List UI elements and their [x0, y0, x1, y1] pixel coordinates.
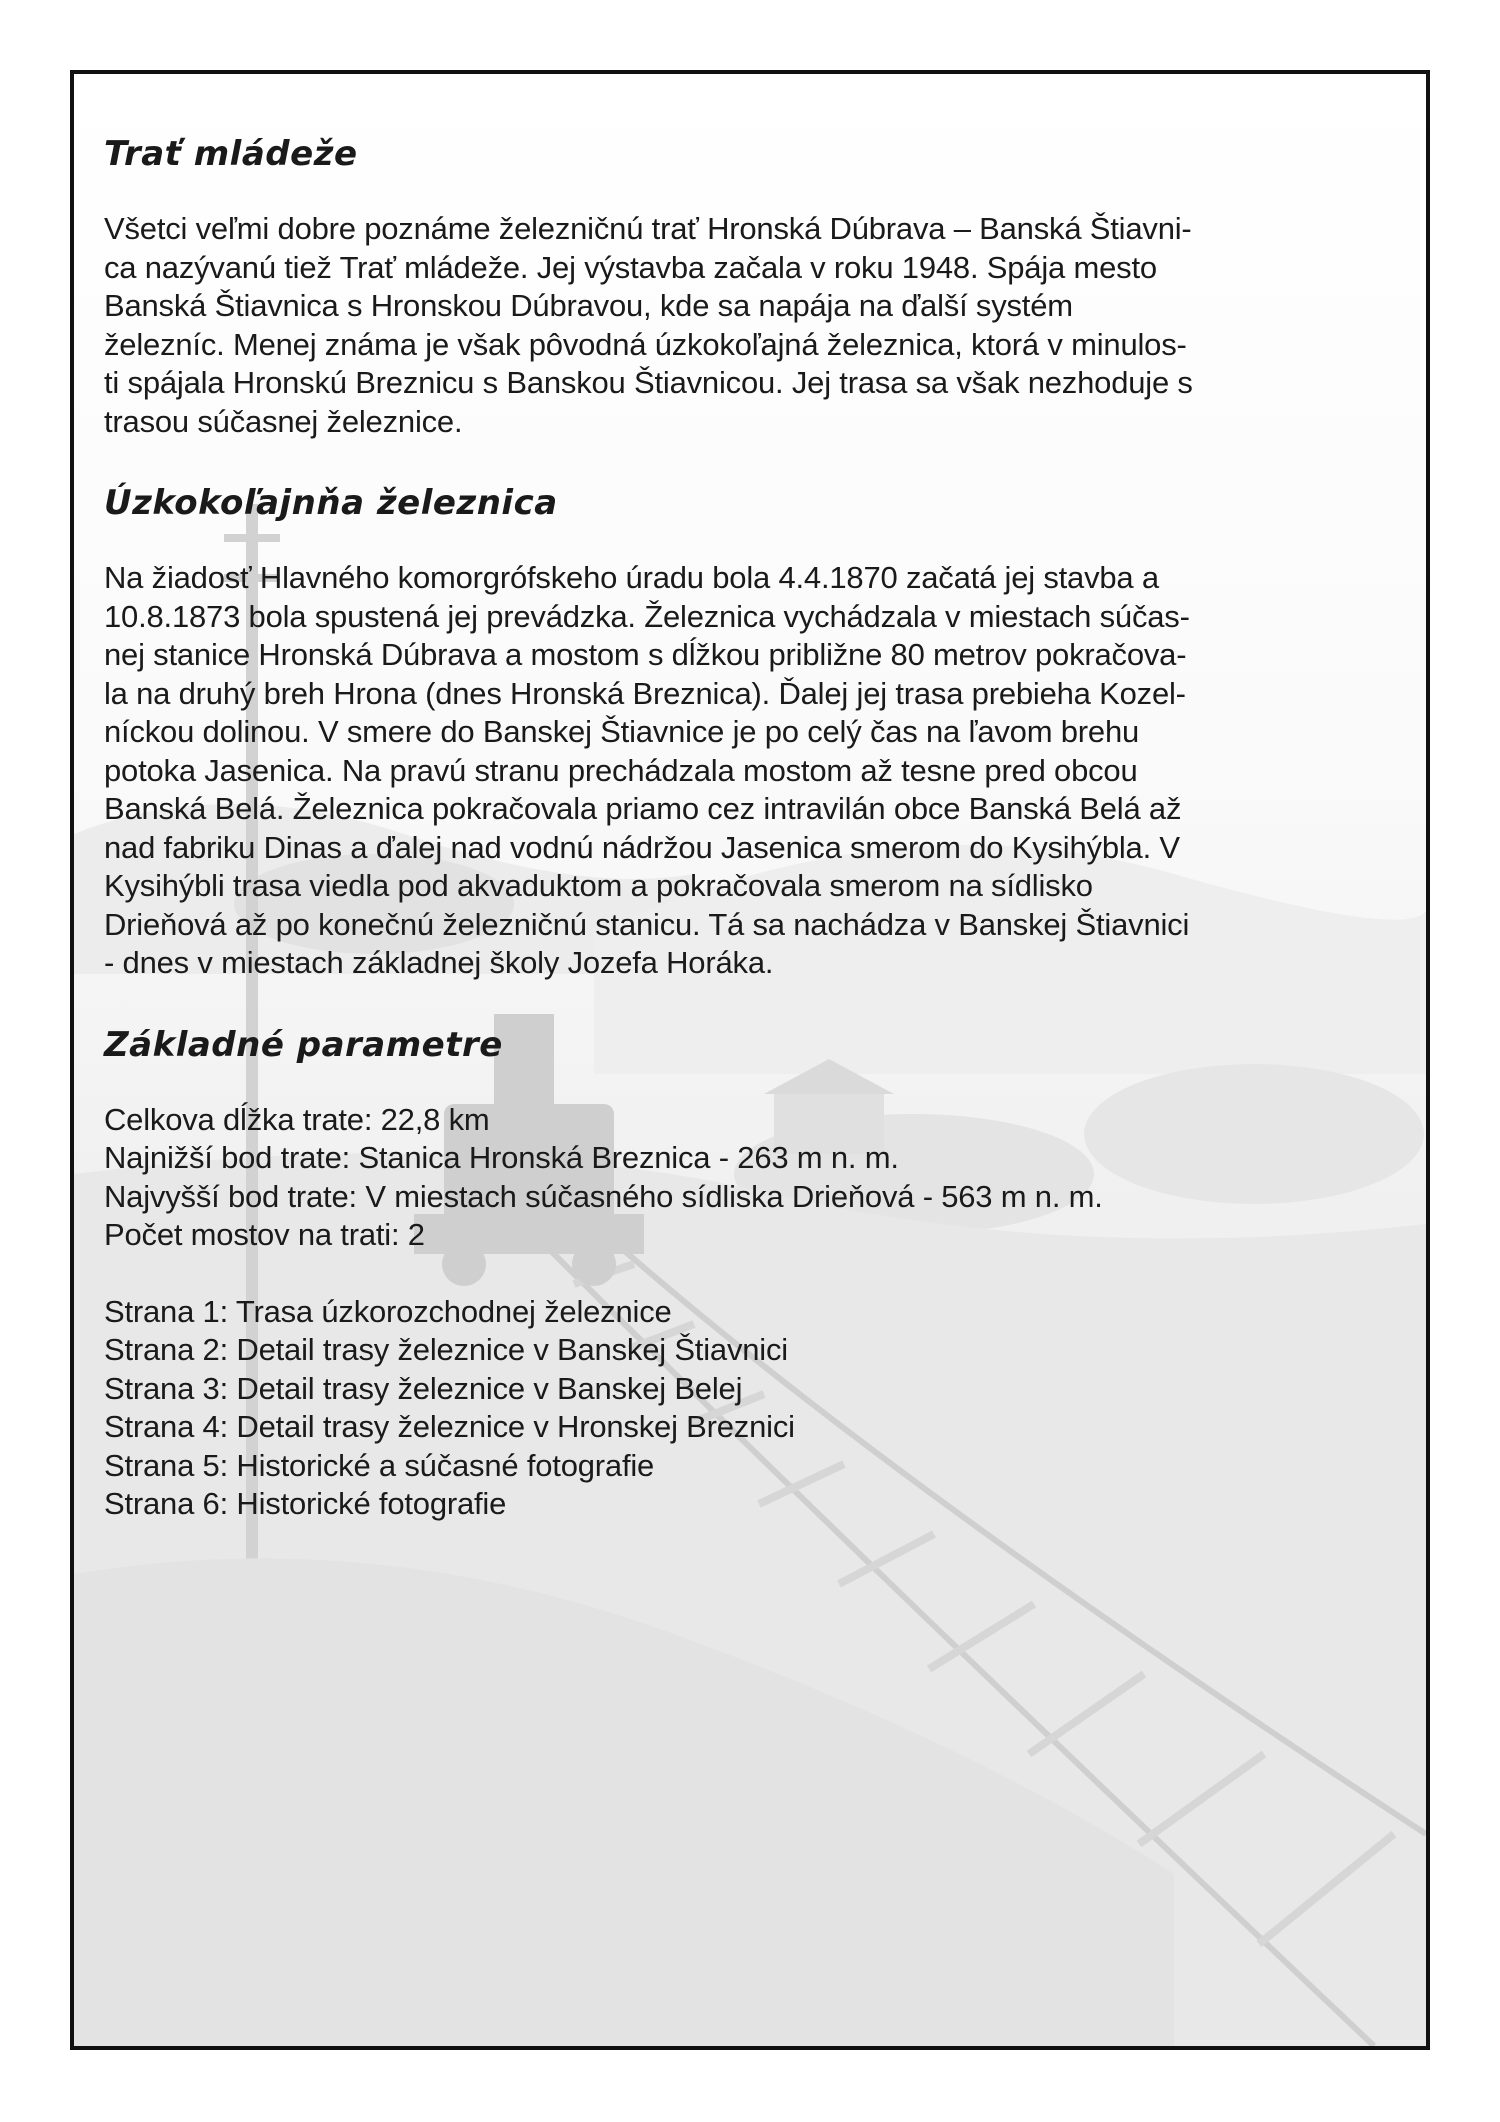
parameter-item: Najnižší bod trate: Stanica Hronská Breznica - 263 m n. m. — [104, 1140, 899, 1175]
parameter-item: Počet mostov na trati: 2 — [104, 1217, 425, 1252]
parameter-item: Najvyšší bod trate: V miestach súčasného sídliska Drieňová - 563 m n. m. — [104, 1178, 1103, 1214]
pages-list — [104, 1293, 1394, 1524]
intro-paragraph: Všetci veľmi dobre poznáme železničnú trať Hronská Dúbrava – Banská Štiavni- ca nazývanú tiež Trať mládeže. Jej výstavba začala v roku 1948. Spája mesto Banská Štiavnica s Hronskou Dúbravou, kde sa napája na ďalší systém železníc. Menej známa je však pôvodná úzkokoľajná železnica, ktorá v minulos- ti spájala Hronskú Breznicu s Banskou Štiavnicou. Jej trasa sa však nezhoduje s trasou súčasnej železnice. — [104, 211, 1193, 439]
page-list-item: Strana 1: Trasa úzkorozchodnej železnice — [104, 1293, 672, 1329]
page-list-item: Strana 6: Historické fotografie — [104, 1486, 507, 1521]
page-list-item: Strana 2: Detail trasy železnice v Banskej Štiavnici — [104, 1332, 788, 1367]
heading-uzkokolajna-zeleznica: Úzkokoľajnňa železnica — [104, 483, 558, 523]
page-frame — [70, 70, 1430, 2050]
heading-trat-mladeze: Trať mládeže — [104, 134, 358, 174]
parameter-item: Celkova dĺžka trate: 22,8 km — [104, 1101, 490, 1137]
page-list-item: Strana 5: Historické a súčasné fotografie — [104, 1447, 655, 1483]
parameters-list — [104, 1101, 1394, 1255]
heading-zakladne-parametre: Základné parametre — [104, 1024, 503, 1065]
page-list-item: Strana 3: Detail trasy železnice v Banskej Belej — [104, 1370, 743, 1406]
page-list-item: Strana 4: Detail trasy železnice v Hronskej Breznici — [104, 1409, 795, 1444]
document-content — [104, 132, 1394, 1524]
narrow-gauge-paragraph: Na žiadosť Hlavného komorgrófskeho úradu bola 4.4.1870 začatá jej stavba a 10.8.1873 bola spustená jej prevádzka. Železnica vychádzala v miestach súčas- nej stanice Hronská Dúbrava a mostom s dĺžkou približne 80 metrov pokračova- la na druhý breh Hrona (dnes Hronská Breznica). Ďalej jej trasa prebieha Kozel- níckou dolinou. V smere do Banskej Štiavnice je po celý čas na ľavom brehu potoka Jasenica. Na pravú stranu prechádzala mostom až tesne pred obcou Banská Belá. Železnica pokračovala priamo cez intravilán obce Banská Belá až nad fabriku Dinas a ďalej nad vodnú nádržou Jasenica smerom do Kysihýbla. V Kysihýbli trasa viedla pod akvaduktom a pokračovala smerom na sídlisko Drieňová až po konečnú železničnú stanicu. Tá sa nachádza v Banskej Štiavnici - dnes v miestach základnej školy Jozefa Horáka. — [104, 560, 1190, 980]
